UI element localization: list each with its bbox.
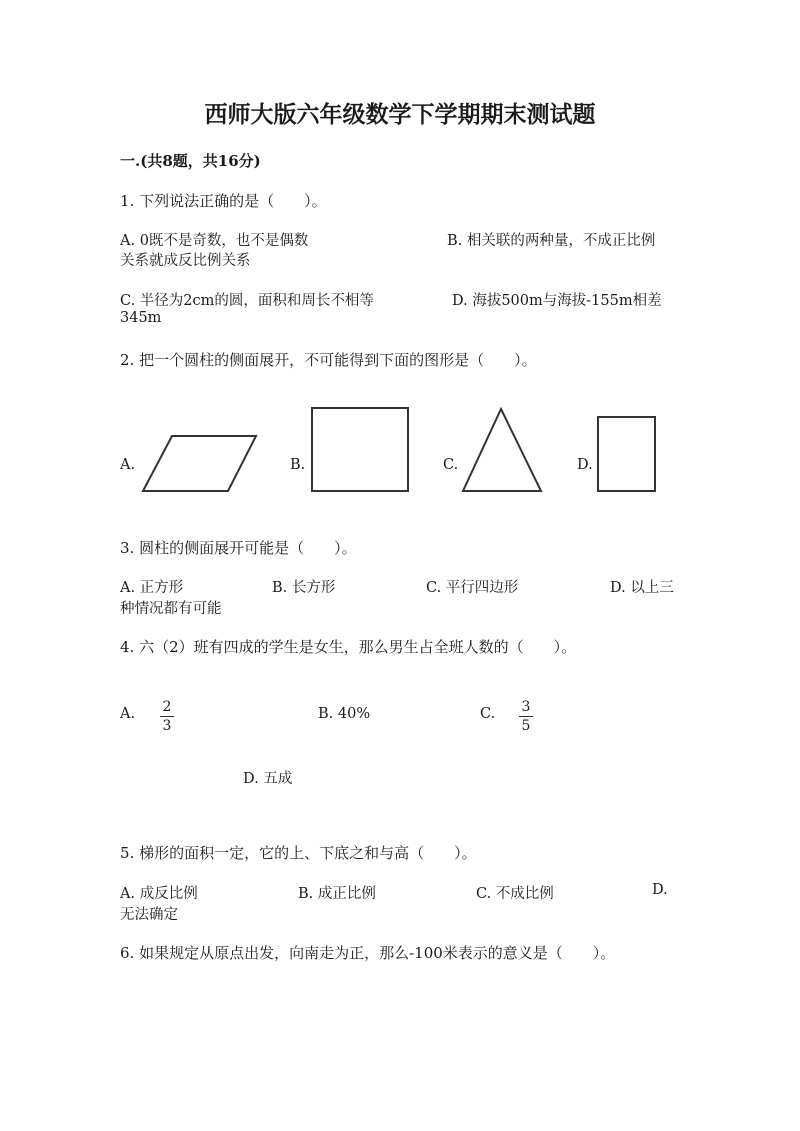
question-1-option-a: A. 0既不是奇数，也不是偶数 <box>120 233 309 249</box>
question-1-stem: 1. 下列说法正确的是（ ）。 <box>120 192 327 210</box>
question-4-stem: 4. 六（2）班有四成的学生是女生，那么男生占全班人数的（ ）。 <box>120 638 577 656</box>
question-1-option-d: D. 海拔500m与海拔-155m相差 <box>452 293 662 309</box>
fraction-bar <box>160 716 174 717</box>
question-3-option-d-continued: 种情况都有可能 <box>120 601 222 617</box>
question-4-option-a-fraction <box>160 699 174 734</box>
parallelogram-shape <box>143 436 256 491</box>
question-4-option-d: D. 五成 <box>243 771 293 787</box>
question-1-option-d-continued: 345m <box>120 310 162 326</box>
question-2-label-c: C. <box>443 457 459 473</box>
fraction-numerator: 2 <box>162 699 172 715</box>
question-3-stem: 3. 圆柱的侧面展开可能是（ ）。 <box>120 539 357 557</box>
question-1-option-b-continued: 关系就成反比例关系 <box>120 253 251 269</box>
question-5-option-c: C. 不成比例 <box>476 886 554 902</box>
question-2-stem: 2. 把一个圆柱的侧面展开，不可能得到下面的图形是（ ）。 <box>120 351 537 369</box>
question-2-label-a: A. <box>120 457 136 473</box>
triangle-shape <box>463 409 541 491</box>
question-2-label-d: D. <box>577 457 593 473</box>
question-1-option-c: C. 半径为2cm的圆，面积和周长不相等 <box>120 293 374 309</box>
question-5-option-a: A. 成反比例 <box>120 886 198 902</box>
question-3-option-a: A. 正方形 <box>120 580 184 596</box>
page-title: 西师大版六年级数学下学期期末测试题 <box>204 101 596 128</box>
square-shape <box>312 408 408 491</box>
fraction-numerator: 3 <box>521 699 531 715</box>
question-6-stem: 6. 如果规定从原点出发，向南走为正，那么-100米表示的意义是（ ）。 <box>120 944 616 962</box>
question-5-option-d-continued: 无法确定 <box>120 907 178 923</box>
fraction-bar <box>519 716 533 717</box>
question-5-option-d: D. <box>652 882 668 898</box>
question-5-stem: 5. 梯形的面积一定，它的上、下底之和与高（ ）。 <box>120 844 477 862</box>
question-3-option-d: D. 以上三 <box>610 580 674 596</box>
fraction-denominator: 3 <box>162 718 172 734</box>
question-4-option-b: B. 40% <box>318 706 371 722</box>
question-2-label-b: B. <box>290 457 306 473</box>
rectangle-shape <box>598 417 655 491</box>
question-1-option-b: B. 相关联的两种量，不成正比例 <box>447 233 656 249</box>
question-4-option-a-label: A. <box>120 706 136 722</box>
question-5-option-b: B. 成正比例 <box>298 886 376 902</box>
section-heading: 一.(共8题，共16分) <box>120 152 261 170</box>
question-3-option-b: B. 长方形 <box>272 580 336 596</box>
question-2-figures <box>0 0 800 520</box>
question-4-option-c-fraction <box>519 699 533 734</box>
question-4-option-c-label: C. <box>480 706 496 722</box>
question-3-option-c: C. 平行四边形 <box>426 580 519 596</box>
fraction-denominator: 5 <box>521 718 531 734</box>
